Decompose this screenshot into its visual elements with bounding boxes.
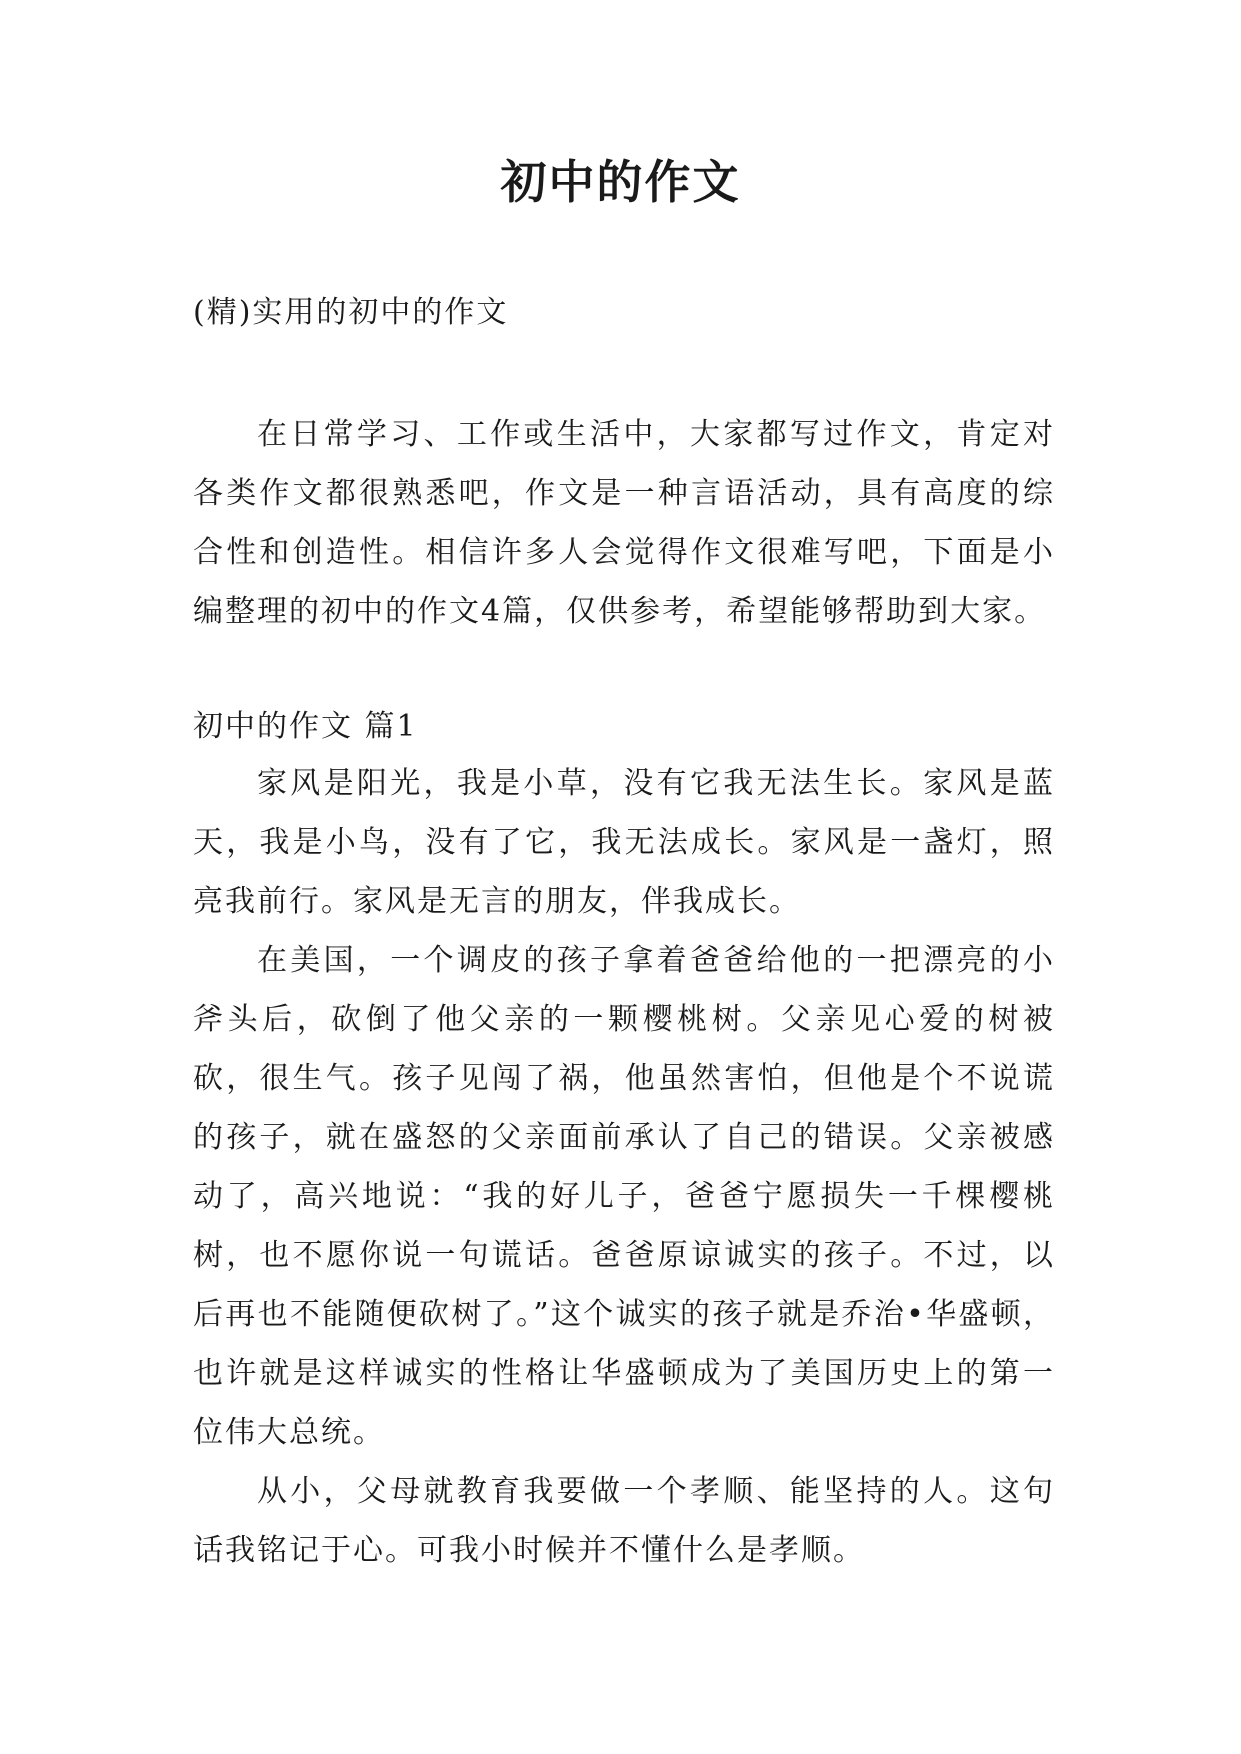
intro-section xyxy=(193,405,1055,641)
intro-paragraph: 在日常学习、工作或生活中，大家都写过作文，肯定对各类作文都很熟悉吧，作文是一种言语活动，具有高度的综合性和创造性。相信许多人会觉得作文很难写吧，下面是小编整理的初中的作文4篇，仅供参考，希望能够帮助到大家。 xyxy=(193,417,1055,629)
section-body xyxy=(193,754,1055,1580)
page-title: 初中的作文 xyxy=(500,155,741,209)
body-paragraph-2: 在美国，一个调皮的孩子拿着爸爸给他的一把漂亮的小斧头后，砍倒了他父亲的一颗樱桃树。父亲见心爱的树被砍，很生气。孩子见闯了祸，他虽然害怕，但他是个不说谎的孩子，就在盛怒的父亲面前承认了自己的错误。父亲被感动了，高兴地说：“我的好儿子，爸爸宁愿损失一千棵樱桃树，也不愿你说一句谎话。爸爸原谅诚实的孩子。不过，以后再也不能随便砍树了。”这个诚实的孩子就是乔治•华盛顿，也许就是这样诚实的性格让华盛顿成为了美国历史上的第一位伟大总统。 xyxy=(193,943,1055,1450)
body-paragraph-1: 家风是阳光，我是小草，没有它我无法生长。家风是蓝天，我是小鸟，没有了它，我无法成长。家风是一盏灯，照亮我前行。家风是无言的朋友，伴我成长。 xyxy=(193,766,1055,919)
body-paragraph-3: 从小，父母就教育我要做一个孝顺、能坚持的人。这句话我铭记于心。可我小时候并不懂什么是孝顺。 xyxy=(193,1474,1055,1568)
section-heading: 初中的作文 篇1 xyxy=(193,709,418,744)
document-subtitle: (精)实用的初中的作文 xyxy=(193,295,509,330)
